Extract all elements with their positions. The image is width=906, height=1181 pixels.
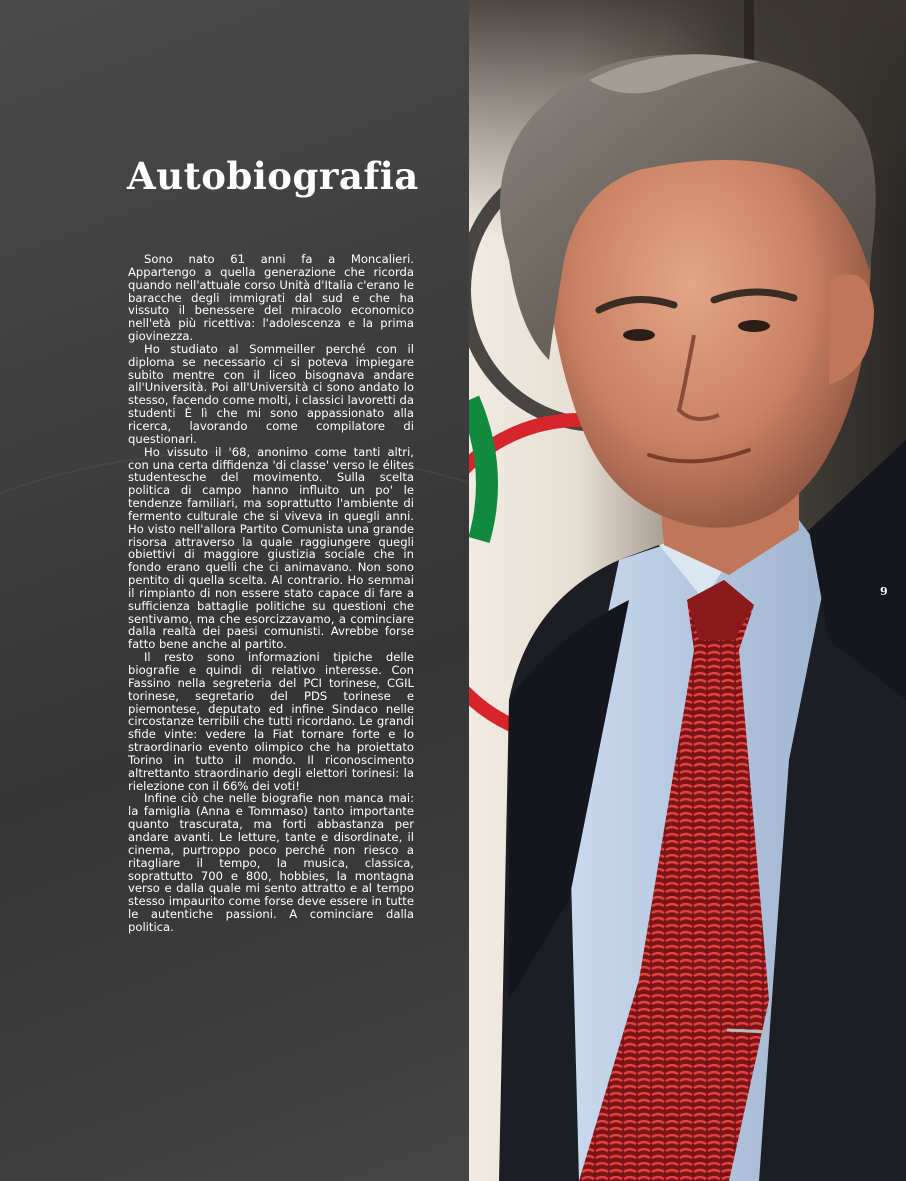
- paragraph-4: Il resto sono informazioni tipiche delle biografie e quindi di relativo interesse. Con Fassino nella segreteria del PCI torinese, CGIL torinese, segretario del PDS torinese e piemontese, deputato ed infine Sindaco nelle circostanze terribili che tutti ricordano. Le grandi sfide vinte: vedere la Fiat tornare forte e lo straordinario evento olimpico che ha proiettato Torino in tutto il mondo. Il riconoscimento altrettanto straordinario degli elettori torinesi: la rielezione con il 66% dei voti!: [128, 650, 414, 793]
- paragraph-5: Infine ciò che nelle biografie non manca mai: la famiglia (Anna e Tommaso) tanto importante quanto trascurata, ma forti abbastanza per andare avanti. Le letture, tante e disordinate, il cinema, purtroppo poco perché non riesco a ritagliare il tempo, la musica, classica, soprattutto 700 e 800, hobbies, la montagna verso e dalla quale mi sento attratto e al tempo stesso impaurito come forse deve essere in tutte le autentiche passioni. A cominciare dalla politica.: [128, 791, 414, 934]
- paragraph-1: Sono nato 61 anni fa a Moncalieri. Appartengo a quella generazione che ricorda quando nell'attuale corso Unità d'Italia c'erano le baracche degli immigrati dal sud e che ha vissuto il benessere del miracolo economico nell'età più ricettiva: l'adolescenza e la prima giovinezza.: [128, 252, 414, 344]
- portrait-illustration: [469, 0, 906, 1181]
- paragraph-3: Ho vissuto il '68, anonimo come tanti altri, con una certa diffidenza 'di classe' verso le élites studentesche del movimento. Sulla scelta politica di campo hanno influito un po' le tendenze familiari, ma soprattutto l'ambiente di fermento culturale che si viveva in quegli anni. Ho visto nell'allora Partito Comunista una grande risorsa attraverso la quale raggiungere quegli obiettivi di maggiore giustizia sociale che in fondo erano quelli che ci animavano. Non sono pentito di quella scelta. Al contrario. Ho semmai il rimpianto di non essere stato capace di fare a sufficienza battaglie politiche su questioni che sentivamo, ma che esorcizzavamo, a cominciare dalla realtà dei paesi comunisti. Avrebbe forse fatto bene anche al partito.: [128, 444, 414, 652]
- article-body: [128, 253, 414, 934]
- page-number: 9: [880, 585, 888, 598]
- paragraph-2: Ho studiato al Sommeiller perché con il diploma se necessario ci si poteva impiegare subito mentre con il liceo bisognava andare all'Università. Poi all'Università ci sono andato lo stesso, facendo come molti, i classici lavoretti da studenti È lì che mi sono appassionato alla ricerca, lavorando come compilatore di questionari.: [128, 341, 414, 446]
- portrait-photo: [469, 0, 906, 1181]
- page-title: Autobiografia: [127, 154, 419, 198]
